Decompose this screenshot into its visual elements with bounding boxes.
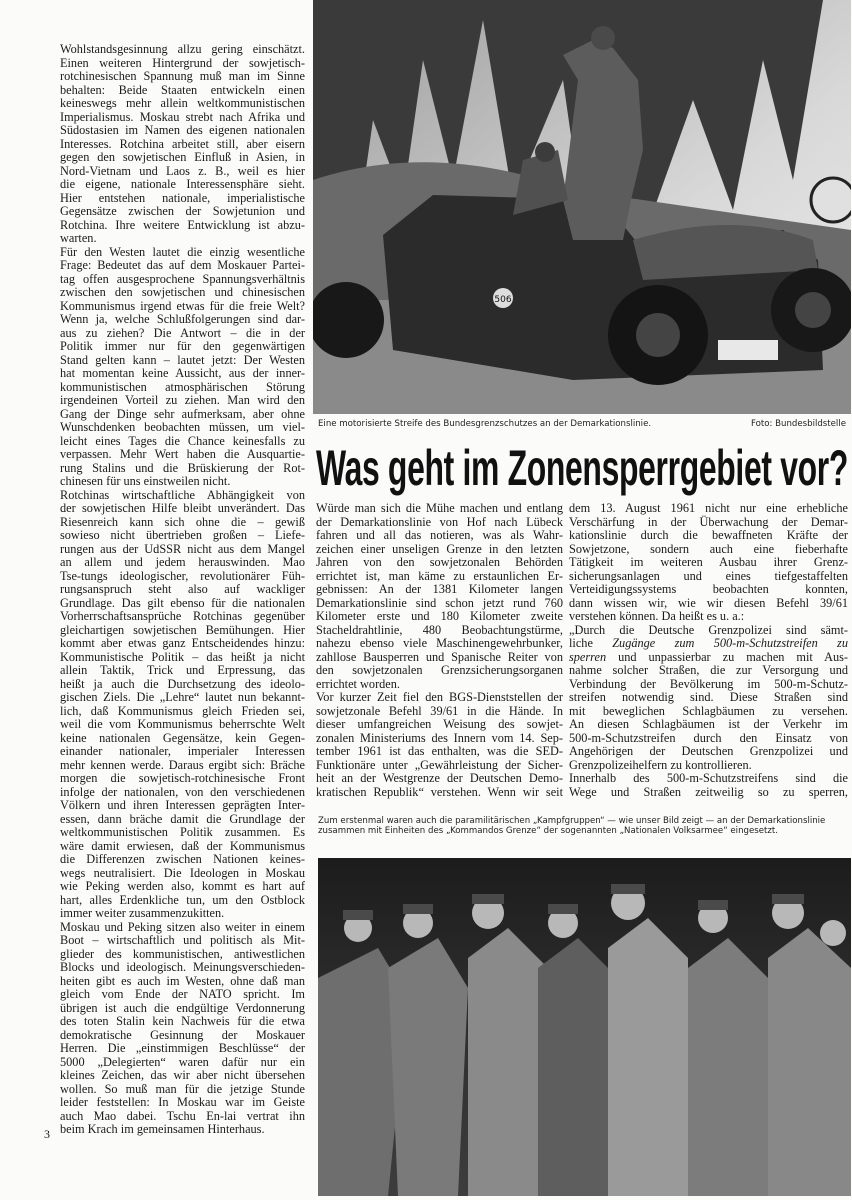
text-line: Südostasien im Namen des eigenen nationalen <box>60 123 305 137</box>
text-line: Würde man sich die Mühe machen und entlang <box>316 501 563 515</box>
text-line: übrigen ist auch die endgültige Verdonnerung <box>60 1000 305 1015</box>
text-line: warten. <box>60 231 97 245</box>
paragraph <box>569 502 848 624</box>
text-line: rotchinesischen Spannung muß man im Sinne <box>60 69 305 83</box>
right-article-column <box>569 502 848 799</box>
text-line: Demarkationslinie sind schon jetzt rund 760 <box>316 595 563 610</box>
text-line: kommunistischen atmosphärischen Störung <box>60 379 305 394</box>
text-line: Riesenreich kann sich ohne die – gewiß <box>60 514 305 529</box>
text-line: Hier entstehen nationale, imperialistische <box>60 190 305 205</box>
text-line: zeichen einer unseligen Grenze in den letzten <box>316 541 563 556</box>
text-line: gischen Ziels. Die „Lehre“ lautet nun bekannt- <box>60 690 305 704</box>
text-line: den sowjetzonalen Grenzsicherungsorganen <box>316 663 563 677</box>
border-patrol-jeep-photo <box>313 0 851 414</box>
text-line: Rotchinas wirtschaftliche Abhängigkeit von <box>60 487 305 502</box>
text-line: 5000 „Delegierten“ waren dafür nur ein <box>60 1054 305 1069</box>
text-line: chinesen für uns einstweilen nicht. <box>60 474 231 488</box>
text-line: Funktionäre unter „Gewährleistung der Sicher- <box>316 757 563 772</box>
text-line: leider feststellen: In Moskau war im Geiste <box>60 1095 305 1109</box>
text-line: kationslinie durch die bewaffneten Kräfte der <box>569 528 848 542</box>
text-line: die eigene, nationale Interessensphäre sieht. <box>60 177 305 191</box>
text-line: Rotchina. Ihre weitere Entwicklung ist abzu- <box>60 217 305 232</box>
text-line: kleines Zeichen, das wir aber nicht übersehen <box>60 1068 305 1082</box>
text-line: irgendeinen Vorteil zu ziehen. Man wird den <box>60 393 305 407</box>
text-line: wie Peking werden also, kommt es hart auf <box>60 879 305 893</box>
text-line: wegs neutralisiert. Die Ideologen in Moskau <box>60 865 305 880</box>
text-line: gegen den sowjetischen Einfluß in Asien, in <box>60 150 305 164</box>
text-line: essen, dann bräche damit die Grundlage der <box>60 811 305 826</box>
text-line: auch Mao dabei. Tschu En-lai vertrat ihn <box>60 1108 305 1123</box>
text-line: Gang der Dinge sehr aufmerksam, aber ohne <box>60 406 305 421</box>
text-line: Stand gelten kann – lautet jetzt: Der Westen <box>60 352 305 367</box>
text-line: weltkommunistischen Politik zusammen. Es <box>60 825 305 839</box>
text-line: gleich vom Ende der NATO spricht. Im <box>60 987 305 1001</box>
text-line: Völkern und ihren Interessen geprägten Inter- <box>60 798 305 812</box>
photo-image <box>318 858 851 1196</box>
photo-caption-top <box>318 419 846 429</box>
militia-group-photo <box>318 858 851 1196</box>
text-line: Kommunismus irgend etwas für die freie Welt? <box>60 298 305 313</box>
text-line: Frage: Bedeutet das auf dem Moskauer Partei- <box>60 258 305 272</box>
text-line: keine nationalen Gegensätze, kein Gegen- <box>60 730 305 745</box>
text-line: Sowjetzone, sondern auch eine fieberhafte <box>569 541 848 556</box>
text-line: verpassen. Mehr Wert haben die Ausquartie- <box>60 447 305 461</box>
text-line: Gegensätze zwischen der Sowjetunion und <box>60 204 305 218</box>
text-line: demokratische Gesinnung der Moskauer <box>60 1027 305 1042</box>
text-line: Wege und Straßen zeitweilig so zu sperren, <box>569 784 848 799</box>
text-line: fahren und all das notieren, was als Wahr- <box>316 528 563 542</box>
text-line: rungsanspruch steht also auf wackliger <box>60 582 305 596</box>
text-line: nahezu ebenso viele Maschinengewehrbunker, <box>316 636 563 650</box>
text-line: allein Taktik, Trick und Erpressung, das <box>60 663 305 677</box>
text-line: zahllose Bausperren und Spanische Reiter von <box>316 649 563 664</box>
text-line: errichtet worden. <box>316 676 400 691</box>
left-article-column <box>60 43 305 1137</box>
text-line: nahme solcher Straßen, die zur Versorgung und <box>569 663 848 677</box>
text-line: heiten gibt es auch im Westen, ohne daß man <box>60 973 305 988</box>
text-line: zonalen Ministeriums des Innern vom 14. Sep- <box>316 730 563 745</box>
text-line: Für den Westen lautet die einzig wesentliche <box>60 244 305 259</box>
paragraph <box>316 502 563 691</box>
text-line: sowjetzonale Befehl 39/61 in die Hände. In <box>316 703 563 718</box>
italic-text: sperren <box>569 649 607 664</box>
paragraph <box>569 624 848 773</box>
text-line: Tse-tungs ideologischer, revolutionärer Füh- <box>60 568 305 583</box>
text-line: Tätigkeit im weiteren Ausbau ihrer Grenz- <box>569 555 848 569</box>
text-line: Vor kurzer Zeit fiel den BGS-Dienststellen der <box>316 690 563 704</box>
text-line: rung Stalins und die Brüskierung der Rot- <box>60 460 305 475</box>
text-line: leicht eines Tages die Chance keinesfalls zu <box>60 433 305 448</box>
text-line: sicherungsanlagen und eines tiefgestaffelten <box>569 568 848 583</box>
text-line: keineswegs mehr allein weltkommunistischen <box>60 96 305 110</box>
paragraph <box>60 246 305 489</box>
text-line: heit an der Westgrenze der Deutschen Demo- <box>316 771 563 785</box>
text-line: kommt aber etwas ganz Entscheidendes hinzu: <box>60 636 305 650</box>
text-line: 500-m-Schutzstreifen durch den Einsatz von <box>569 730 848 745</box>
text-segment: liche <box>569 636 613 650</box>
text-line: des toten Stalin kein Nachweis für die etwa <box>60 1014 305 1028</box>
text-line: beim Krach im gemeinsamen Hinterhaus. <box>60 1122 265 1136</box>
text-line: die Differenzen zwischen Nationen keines- <box>60 852 305 866</box>
text-line: „Durch die Deutsche Grenzpolizei sind sämt- <box>569 622 848 637</box>
text-line: sowieso nicht übertrieben großen – Liefe- <box>60 528 305 542</box>
text-line: streifen notwendig sind. Diese Straßen sind <box>569 690 848 704</box>
text-line: infolge der nationalen, von den verschiedenen <box>60 784 305 799</box>
text-line: Wunschdenken beobachten müssen, um viel- <box>60 420 305 434</box>
headline-text: Was geht im Zonensperrgebiet vor? <box>316 440 848 496</box>
text-line: an allem und jedem herauswinden. Mao <box>60 555 305 569</box>
middle-article-column <box>316 502 563 799</box>
paragraph <box>60 921 305 1137</box>
text-line: Stacheldrahtlinie, 480 Beobachtungstürme, <box>316 622 563 637</box>
text-line: Kommunistische Politik – das heißt ja nicht <box>60 649 305 664</box>
text-line: glieder des kommunistischen, antiwestlichen <box>60 946 305 961</box>
text-line: mit beweglichen Schlagbäumen zu versehen. <box>569 703 848 718</box>
paragraph <box>60 489 305 921</box>
vehicle-number: 506 <box>494 295 512 305</box>
photo-credit: Foto: Bundesbildstelle <box>750 419 846 429</box>
text-line: Kilometer erste und 180 Kilometer zweite <box>316 609 563 623</box>
caption-text: Eine motorisierte Streife des Bundesgrenzschutzes an der Demarkationslinie. <box>318 419 652 429</box>
page-number: 3 <box>44 1127 50 1141</box>
text-line: Innerhalb des 500-m-Schutzstreifens sind die <box>569 771 848 785</box>
text-line: Verbindung der Bevölkerung im 500-m-Schutz- <box>569 676 848 691</box>
text-line: mehr kennen werde. Daraus ergibt sich: Bräche <box>60 757 305 772</box>
text-line: errichtet ist, man käme zu erstaunlichen Er- <box>316 568 563 583</box>
text-line: tember 1961 ist das enthalten, was die SED- <box>316 744 563 758</box>
text-line: tag offen ausgesprochene Spannungsverhältnis <box>60 271 305 286</box>
photo-image <box>313 0 851 414</box>
text-line: Verteidigungssystems beobachten konnten, <box>569 582 848 596</box>
text-line: wollen. So muß man für die jetzige Stunde <box>60 1081 305 1096</box>
text-line: behalten: Beide Staaten entwickeln einen <box>60 82 305 97</box>
text-line: der Demarkationslinie von Hof nach Lübeck <box>316 514 563 529</box>
text-line: gleichartigen sowjetischen Bemühungen. Hier <box>60 622 305 637</box>
text-line: kratischen Republik“ verstehen. Wenn wir seit <box>316 784 563 799</box>
text-line: rungen aus der UdSSR nicht aus dem Mangel <box>60 541 305 556</box>
text-line: gebnissen: An der 1381 Kilometer langen <box>316 582 563 596</box>
text-line: Wenn ja, welche Schlußfolgerungen sind dar- <box>60 312 305 326</box>
paragraph <box>316 691 563 799</box>
text-line: lich, daß Kommunismus gleich Frieden sei, <box>60 703 305 718</box>
paragraph <box>569 772 848 799</box>
text-line: Boot – wirtschaftlich und politisch als Mit- <box>60 933 305 947</box>
text-line: weil die vom Kommunismus beherrschte Welt <box>60 717 305 731</box>
text-line: An diesen Schlagbäumen ist der Verkehr im <box>569 717 848 731</box>
text-line: der sowjetischen Hilfe bleibt unverändert. Das <box>60 501 305 515</box>
text-line: hat momentan keine Aussicht, aus der inner- <box>60 366 305 380</box>
text-line: Moskau und Peking sitzen also weiter in einem <box>60 919 305 934</box>
text-line: wäre damit erwiesen, daß der Kommunismus <box>60 838 305 853</box>
text-line: Verschärfung in der Überwachung der Demar- <box>569 514 848 529</box>
photo-caption-bottom: Zum erstenmal waren auch die paramilitärischen „Kampfgruppen“ — wie unser Bild zeigt — an der Demarkationslinie zusammen mit Einheiten des „Kommandos Grenze“ der sogenannten „Nationalen Volksarmee“ eingesetzt. <box>318 816 826 836</box>
text-line: heißt ja auch die Durchsetzung des ideolo- <box>60 676 305 691</box>
text-line: verstehen können. Da heißt es u. a.: <box>569 609 745 623</box>
text-line <box>569 651 848 665</box>
paragraph <box>60 43 305 246</box>
text-line: Angehörigen der Deutschen Grenzpolizei und <box>569 744 848 758</box>
text-line: morgen die sowjetisch-rotchinesische Front <box>60 771 305 785</box>
text-line: hart, alles Erdenkliche tun, um den Ostblock <box>60 892 305 907</box>
text-segment: und unpassierbar zu machen mit Aus- <box>606 649 848 664</box>
text-line: Vorherrschaftsansprüche Rotchinas gegenüber <box>60 609 305 623</box>
text-line: immer weiter zusammenzukitten. <box>60 906 225 920</box>
text-line: Herren. Die „einstimmigen Beschlüsse“ der <box>60 1041 305 1055</box>
italic-text: Zugänge zum 500-m-Schutzstreifen zu <box>612 636 848 650</box>
text-line: einander nationaler, imperialer Interessen <box>60 744 305 758</box>
text-line: Blocks und ideologisch. Meinungsverschieden- <box>60 960 305 974</box>
text-line: Interesses. Rotchina arbeitet still, aber eisern <box>60 136 305 151</box>
text-line: dieser umfangreichen Weisung des sowjet- <box>316 717 563 731</box>
text-line: zwischen den sowjetischen und chinesischen <box>60 285 305 299</box>
text-line: Grundlage. Das gilt ebenso für die nationalen <box>60 595 305 610</box>
text-line <box>569 637 848 651</box>
text-line: Nord-Vietnam und Laos z. B., weil es hier <box>60 163 305 178</box>
text-line: Wohlstandsgesinnung allzu gering einschätzt. <box>60 42 305 56</box>
text-line: Imperialismus. Moskau strebt nach Afrika und <box>60 109 305 124</box>
text-line: Einen weiteren Hintergrund der sowjetisch- <box>60 55 305 70</box>
text-line: aus zu ziehen? Die Antwort – die in der <box>60 325 305 340</box>
text-line: Grenzpolizeihelfern zu kontrollieren. <box>569 757 752 772</box>
text-line: Politik immer nur für den gegenwärtigen <box>60 339 305 353</box>
text-line: dem 13. August 1961 nicht nur eine erhebliche <box>569 501 848 515</box>
text-line: dann wissen wir, wie wir diesen Befehl 39/61 <box>569 595 848 610</box>
article-headline <box>316 440 848 496</box>
text-line: Jahren von den sowjetzonalen Behörden <box>316 555 563 569</box>
